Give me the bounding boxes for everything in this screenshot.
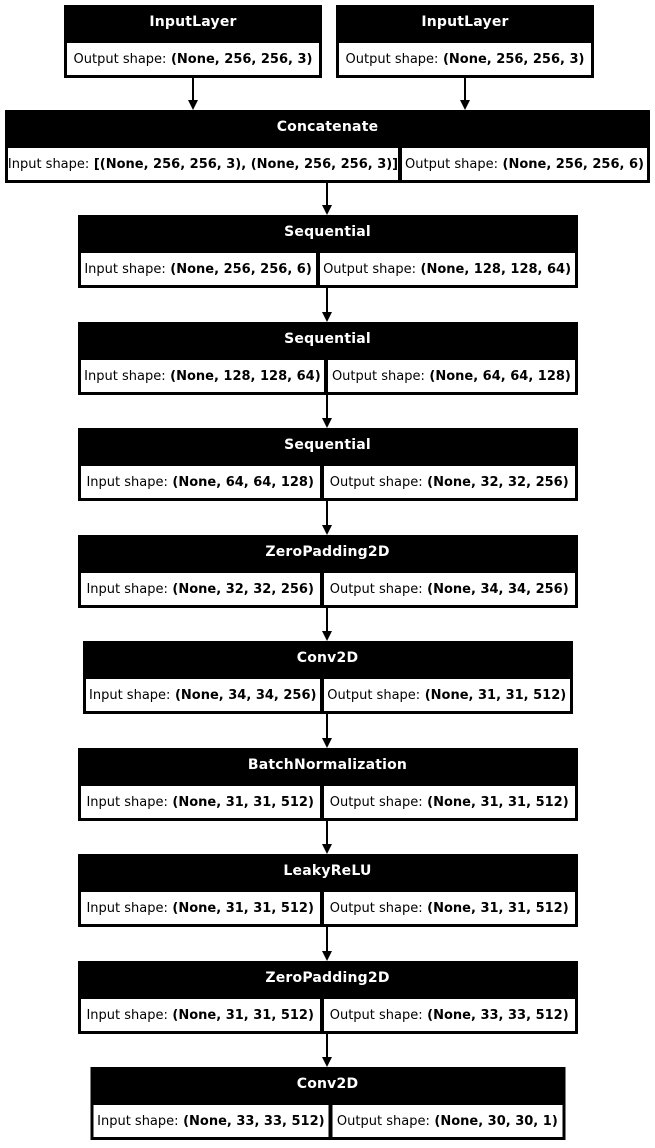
input-shape-cell	[81, 253, 316, 285]
arrowhead-icon	[322, 738, 332, 748]
layer-type-label: InputLayer	[421, 14, 509, 30]
output-shape-label: Output shape:	[323, 261, 416, 277]
arrowhead-icon	[322, 418, 332, 428]
output-shape-label: Output shape:	[327, 687, 421, 703]
arrow-line	[326, 288, 328, 312]
input-shape-cell	[81, 466, 320, 498]
arrowhead-icon	[322, 525, 332, 535]
output-shape-cell	[320, 253, 575, 285]
output-shape-cell	[324, 892, 575, 924]
input-shape-value: (None, 31, 31, 512)	[172, 900, 314, 916]
input-shape-value: (None, 32, 32, 256)	[172, 581, 314, 597]
output-shape-value: (None, 31, 31, 512)	[427, 900, 569, 916]
output-shape-value: (None, 64, 64, 128)	[429, 368, 571, 384]
output-shape-label: Output shape:	[329, 581, 423, 597]
output-shape-label: Output shape:	[73, 51, 167, 67]
input-shape-value: (None, 256, 256, 6)	[170, 261, 312, 277]
output-shape-value: (None, 128, 128, 64)	[420, 261, 572, 277]
output-shape-label: Output shape:	[329, 900, 423, 916]
layer-node-zeropadding2d-1	[78, 535, 578, 608]
input-shape-value: (None, 34, 34, 256)	[174, 687, 317, 703]
arrow-line	[326, 821, 328, 844]
arrowhead-icon	[460, 100, 470, 110]
layer-type-label: ZeroPadding2D	[265, 970, 390, 986]
output-shape-cell	[324, 999, 575, 1031]
input-shape-cell	[81, 360, 325, 392]
flow-arrow	[321, 608, 333, 641]
output-shape-cell	[339, 43, 591, 75]
layer-node-sequential-2	[78, 322, 578, 395]
input-shape-value: (None, 31, 31, 512)	[172, 794, 314, 810]
layer-type-label: ZeroPadding2D	[265, 544, 390, 560]
arrow-line	[464, 78, 466, 100]
output-shape-cell	[333, 1105, 562, 1137]
arrow-line	[326, 927, 328, 951]
output-shape-value: (None, 256, 256, 6)	[502, 156, 644, 172]
output-shape-value: (None, 256, 256, 3)	[170, 51, 313, 67]
flow-arrow	[321, 288, 333, 322]
arrowhead-icon	[322, 844, 332, 854]
output-shape-cell	[324, 679, 570, 711]
flow-arrow	[321, 501, 333, 535]
arrow-line	[326, 608, 328, 631]
input-shape-cell	[81, 786, 320, 818]
output-shape-cell	[67, 43, 319, 75]
output-shape-label: Output shape:	[329, 474, 423, 490]
input-shape-label: Input shape:	[86, 1007, 168, 1023]
flow-arrow	[321, 1034, 333, 1067]
output-shape-value: (None, 34, 34, 256)	[427, 581, 569, 597]
arrowhead-icon	[188, 100, 198, 110]
input-shape-value: (None, 31, 31, 512)	[172, 1007, 314, 1023]
output-shape-label: Output shape:	[405, 156, 498, 172]
flow-arrow	[321, 714, 333, 748]
layer-type-label: Conv2D	[296, 1076, 359, 1092]
output-shape-value: (None, 256, 256, 3)	[442, 51, 585, 67]
layer-node-concatenate	[5, 110, 650, 183]
output-shape-label: Output shape:	[336, 1113, 430, 1129]
flow-arrow	[187, 78, 199, 110]
output-shape-value: (None, 31, 31, 512)	[427, 794, 569, 810]
layer-node-conv2d-1	[83, 641, 573, 714]
arrowhead-icon	[322, 631, 332, 641]
layer-type-label: Sequential	[284, 437, 371, 453]
input-shape-value: (None, 64, 64, 128)	[172, 474, 314, 490]
output-shape-cell	[324, 466, 575, 498]
layer-node-inputlayer-2	[336, 5, 594, 78]
output-shape-label: Output shape:	[345, 51, 439, 67]
input-shape-label: Input shape:	[86, 794, 168, 810]
input-shape-cell	[93, 1105, 329, 1137]
input-shape-cell	[81, 892, 320, 924]
layer-node-batchnormalization	[78, 748, 578, 821]
layer-type-label: Sequential	[284, 224, 371, 240]
input-shape-label: Input shape:	[86, 474, 168, 490]
layer-type-label: LeakyReLU	[283, 863, 372, 879]
input-shape-cell	[86, 679, 320, 711]
layer-node-conv2d-2	[90, 1067, 565, 1140]
flow-arrow	[321, 927, 333, 961]
arrow-line	[326, 183, 328, 205]
layer-type-label: Sequential	[284, 331, 371, 347]
arrowhead-icon	[322, 1057, 332, 1067]
arrowhead-icon	[322, 205, 332, 215]
input-shape-label: Input shape:	[86, 900, 168, 916]
output-shape-value: (None, 31, 31, 512)	[424, 687, 567, 703]
layer-node-sequential-1	[78, 215, 578, 288]
flow-arrow	[321, 395, 333, 428]
layer-node-leakyrelu	[78, 854, 578, 927]
input-shape-label: Input shape:	[84, 368, 166, 384]
output-shape-cell	[324, 573, 575, 605]
output-shape-cell	[328, 360, 574, 392]
input-shape-value: (None, 128, 128, 64)	[170, 368, 321, 384]
input-shape-label: Input shape:	[89, 687, 171, 703]
layer-node-sequential-3	[78, 428, 578, 501]
output-shape-cell	[402, 148, 647, 180]
layer-type-label: Conv2D	[296, 650, 359, 666]
input-shape-cell	[81, 573, 320, 605]
arrow-line	[326, 1034, 328, 1057]
input-shape-label: Input shape:	[97, 1113, 179, 1129]
layer-type-label: BatchNormalization	[247, 757, 408, 773]
flow-arrow	[321, 821, 333, 854]
arrowhead-icon	[322, 312, 332, 322]
arrow-line	[326, 714, 328, 738]
flow-arrow	[459, 78, 471, 110]
input-shape-value: (None, 33, 33, 512)	[183, 1113, 325, 1129]
arrow-line	[192, 78, 194, 100]
input-shape-value: [(None, 256, 256, 3), (None, 256, 256, 3)]	[93, 156, 399, 172]
input-shape-cell	[81, 999, 320, 1031]
arrow-line	[326, 501, 328, 525]
output-shape-label: Output shape:	[329, 794, 423, 810]
input-shape-cell	[8, 148, 398, 180]
output-shape-cell	[324, 786, 575, 818]
output-shape-value: (None, 33, 33, 512)	[427, 1007, 569, 1023]
input-shape-label: Input shape:	[84, 261, 166, 277]
layer-type-label: Concatenate	[276, 119, 379, 135]
layer-type-label: InputLayer	[149, 14, 237, 30]
flow-arrow	[321, 183, 333, 215]
layer-node-zeropadding2d-2	[78, 961, 578, 1034]
output-shape-label: Output shape:	[331, 368, 425, 384]
layer-node-inputlayer-1	[64, 5, 322, 78]
input-shape-label: Input shape:	[86, 581, 168, 597]
output-shape-label: Output shape:	[329, 1007, 423, 1023]
arrowhead-icon	[322, 951, 332, 961]
input-shape-label: Input shape:	[8, 156, 90, 172]
output-shape-value: (None, 32, 32, 256)	[427, 474, 569, 490]
output-shape-value: (None, 30, 30, 1)	[434, 1113, 558, 1129]
arrow-line	[326, 395, 328, 418]
